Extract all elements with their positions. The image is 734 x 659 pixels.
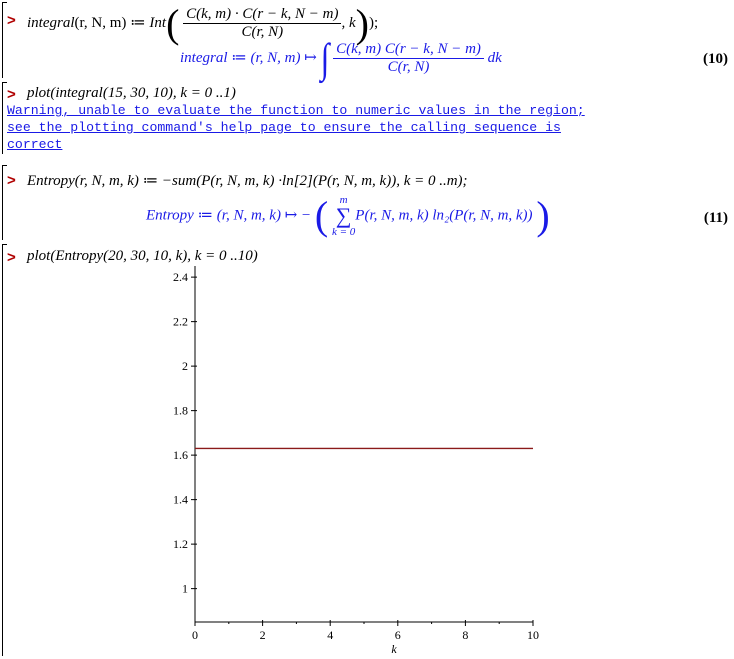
x-tick-label: 8 [462,628,469,642]
y-tick-label: 1.2 [173,537,188,552]
group-bracket-1[interactable] [2,2,3,78]
out3-open-paren: ( [314,193,329,238]
fn-params: (r, N, m) [74,14,127,31]
x-tick-label: 2 [259,628,266,642]
sum-lower: k = 0 [331,226,356,238]
output-integral [180,34,502,82]
out3-args: (r, N, m, k) ↦ − [216,207,312,224]
close-paren: ) [355,0,369,46]
equation-label-10[interactable]: (10) [703,51,728,67]
prompt-3: > [7,172,16,189]
sum-body: P(r, N, m, k) ln₂(P(r, N, m, k)) [355,207,533,224]
group-bracket-4[interactable] [2,244,3,656]
integral-sign: ∫ [320,34,330,82]
stmt-end: ); [368,14,379,31]
y-tick-label: 1 [182,581,188,596]
x-tick-label: 4 [327,628,334,642]
y-tick-label: 2.4 [173,270,188,285]
out-assign: ≔ [231,49,247,66]
group-bracket-2[interactable] [2,82,3,154]
output-fraction [333,41,484,76]
y-tick-label: 1.8 [173,403,188,418]
differential: dk [487,49,502,66]
warning-line-2[interactable]: see the plotting command's help page to ensure the calling sequence is [7,120,561,135]
x-tick-label: 6 [394,628,401,642]
prompt-4: > [7,249,16,266]
assign-op: ≔ [130,14,146,31]
fn-name: integral [27,14,75,31]
output-frac-den: C(r, N) [387,59,430,75]
equation-label-11[interactable]: (11) [703,210,728,226]
output-frac-num: C(k, m) C(r − k, N − m) [333,41,484,59]
input-plot-entropy[interactable]: plot(Entropy(20, 30, 10, k), k = 0 ..10) [27,248,258,264]
x-tick-label: 0 [192,628,198,642]
y-tick-label: 1.4 [173,492,188,507]
input-frac-num: C(k, m) · C(r − k, N − m) [183,6,341,24]
warning-line-3[interactable]: correct [7,137,63,152]
int-fn: Int [149,14,167,31]
out-lhs: integral [180,49,228,66]
prompt-1: > [7,12,16,29]
out3-close-paren: ) [536,193,550,238]
warning-line-1[interactable]: Warning, unable to evaluate the function to numeric values in the region; [7,103,585,118]
input-entropy-definition[interactable]: Entropy(r, N, m, k) ≔ −sum(P(r, N, m, k) ·ln[2](P(r, N, m, k)), k = 0 ..m); [27,173,468,189]
sigma-icon: ∑ [335,203,352,228]
sum-upper: m [339,194,348,206]
int-var: , k [341,14,356,31]
out3-assign: ≔ [197,207,214,224]
input-fraction [183,6,341,41]
x-axis-label: k [391,642,397,656]
y-tick-label: 2.2 [173,314,188,329]
input-plot-integral[interactable]: plot(integral(15, 30, 10), k = 0 ..1) [27,85,236,101]
summation [332,194,355,238]
input-frac-den: C(r, N) [241,24,284,40]
out3-lhs: Entropy [146,207,194,224]
x-tick-label: 10 [527,628,539,642]
y-tick-label: 2 [182,359,188,374]
group-bracket-3[interactable] [2,165,3,240]
prompt-2: > [7,86,16,103]
out-args: (r, N, m) ↦ [250,49,317,66]
y-tick-label: 1.6 [173,448,188,463]
output-entropy [146,194,550,238]
open-paren: ( [166,0,180,46]
